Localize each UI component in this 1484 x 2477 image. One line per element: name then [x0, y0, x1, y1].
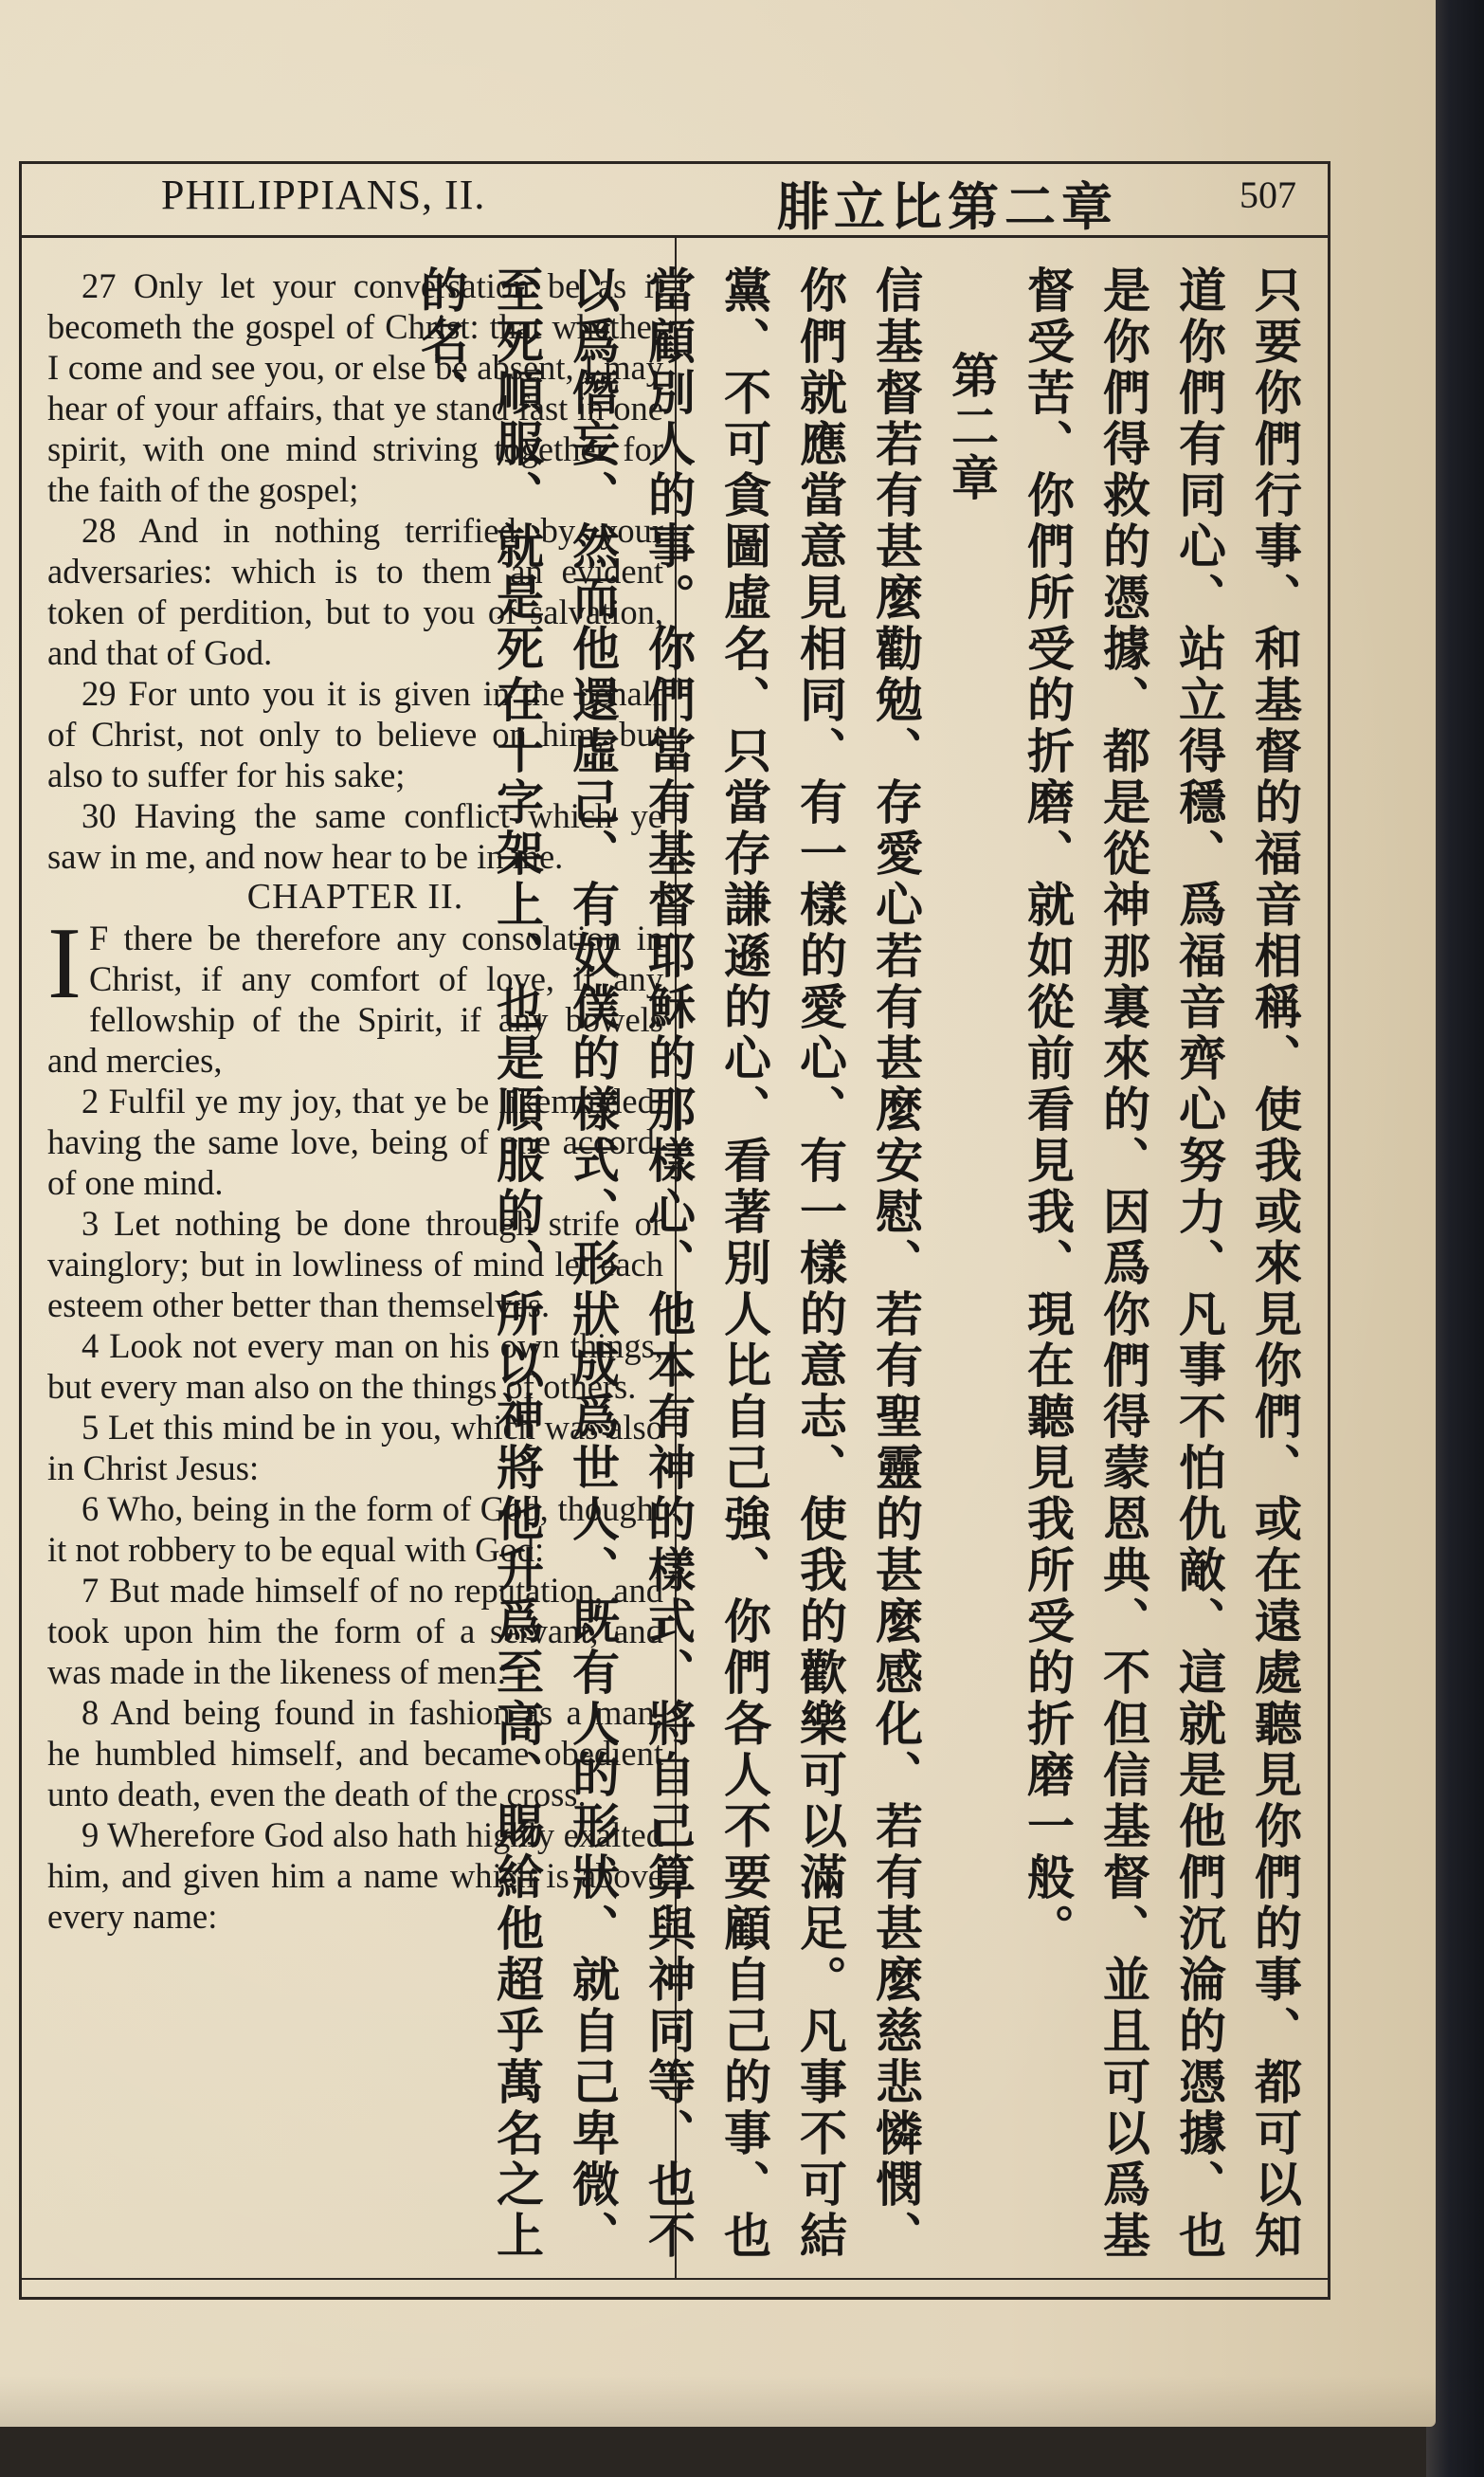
verse-4: 4 Look not every man on his own things, but every man also on the things of others.: [47, 1326, 663, 1406]
verse-27: 27 Only let your conversation be as it becometh the gospel of Christ: that whether I come and see you, or else be absent, I may hear of your affairs, that ye stand fast in one spirit, with one mind striving together for the faith of the gospel;: [47, 266, 663, 509]
chinese-chapter-heading: 第二章: [944, 351, 999, 504]
verse-9: 9 Wherefore God also hath highly exalted him, and given him a name which is above every name:: [47, 1815, 663, 1936]
chinese-column: [413, 265, 1312, 2266]
verse-30: 30 Having the same conflict which ye saw in me, and now hear to be in me.: [47, 796, 663, 876]
verse-2: 2 Fulfil ye my joy, that ye be likeminded, having the same love, being of one accord, of one mind.: [47, 1082, 663, 1202]
verse-8: 8 And being found in fashion as a man, he humbled himself, and became obedient unto death, even the death of the cross.: [47, 1693, 663, 1813]
chapter-heading: CHAPTER II.: [246, 877, 464, 917]
chinese-running-head: 腓立比第二章: [777, 177, 1118, 237]
bottom-rule: [19, 2278, 1330, 2280]
chinese-paragraph-1: 只要你們行事、和基督的福音相稱、使我或來見你們、或在遠處聽見你們的事、都可以知道你們有同心、站立得穩、爲福音齊心努力、凡事不怕仇敵、這就是他們沉淪的憑據、也是你們得救的憑據、都是從神那裏來的、因爲你們得蒙恩典、不但信基督、並且可以爲基督受苦、你們所受的折磨、就如從前看見我、現在聽見我所受的折磨一般。: [1020, 265, 1302, 2262]
chinese-paragraph-2: 信基督若有甚麼勸勉、存愛心若有甚麼安慰、若有聖靈的甚麼感化、若有甚麼慈悲憐憫、你們就應當意見相同、有一樣的愛心、有一樣的意志、使我的歡樂可以滿足。凡事不可結黨、不可貪圖虛名、只當存謙遜的心、看著別人比自己強、你們各人不要顧自己的事、也當顧別人的事。你們當有基督耶穌的那樣心、他本有神的樣式、將自己算與神同等、也不以爲僭妄、然而他還虛己、有奴僕的樣式、形狀成爲世人、既有人的形狀、就自己卑微、至死順服、就是死在十字架上、也是順服的、所以神將他升爲至高、賜給他超乎萬名之上的名、: [413, 265, 923, 2262]
page-shadow: [0, 2377, 1436, 2427]
verse-5: 5 Let this mind be in you, which was also in Christ Jesus:: [47, 1408, 663, 1487]
verse-1-text: F there be therefore any consolation in Christ, if any comfort of love, if any fellowship of the Spirit, if any bowels and mercies,: [47, 919, 663, 1080]
verse-29: 29 For unto you it is given in the behalf of Christ, not only to believe on him, but also to suffer for his sake;: [47, 674, 663, 794]
page-number: 507: [1240, 173, 1296, 216]
verse-6: 6 Who, being in the form of God, thought it not robbery to be equal with God:: [47, 1489, 663, 1569]
verse-28: 28 And in nothing terrified by your adversaries: which is to them an evident token of perdition, but to you of salvation, and that of God.: [47, 511, 663, 672]
drop-cap: I: [47, 907, 81, 1020]
verse-7: 7 But made himself of no reputation, and took upon him the form of a servant, and was made in the likeness of men:: [47, 1571, 663, 1691]
running-head: PHILIPPIANS, II.: [161, 172, 486, 218]
verse-3: 3 Let nothing be done through strife or vainglory; but in lowliness of mind let each esteem other better than themselves.: [47, 1204, 663, 1324]
